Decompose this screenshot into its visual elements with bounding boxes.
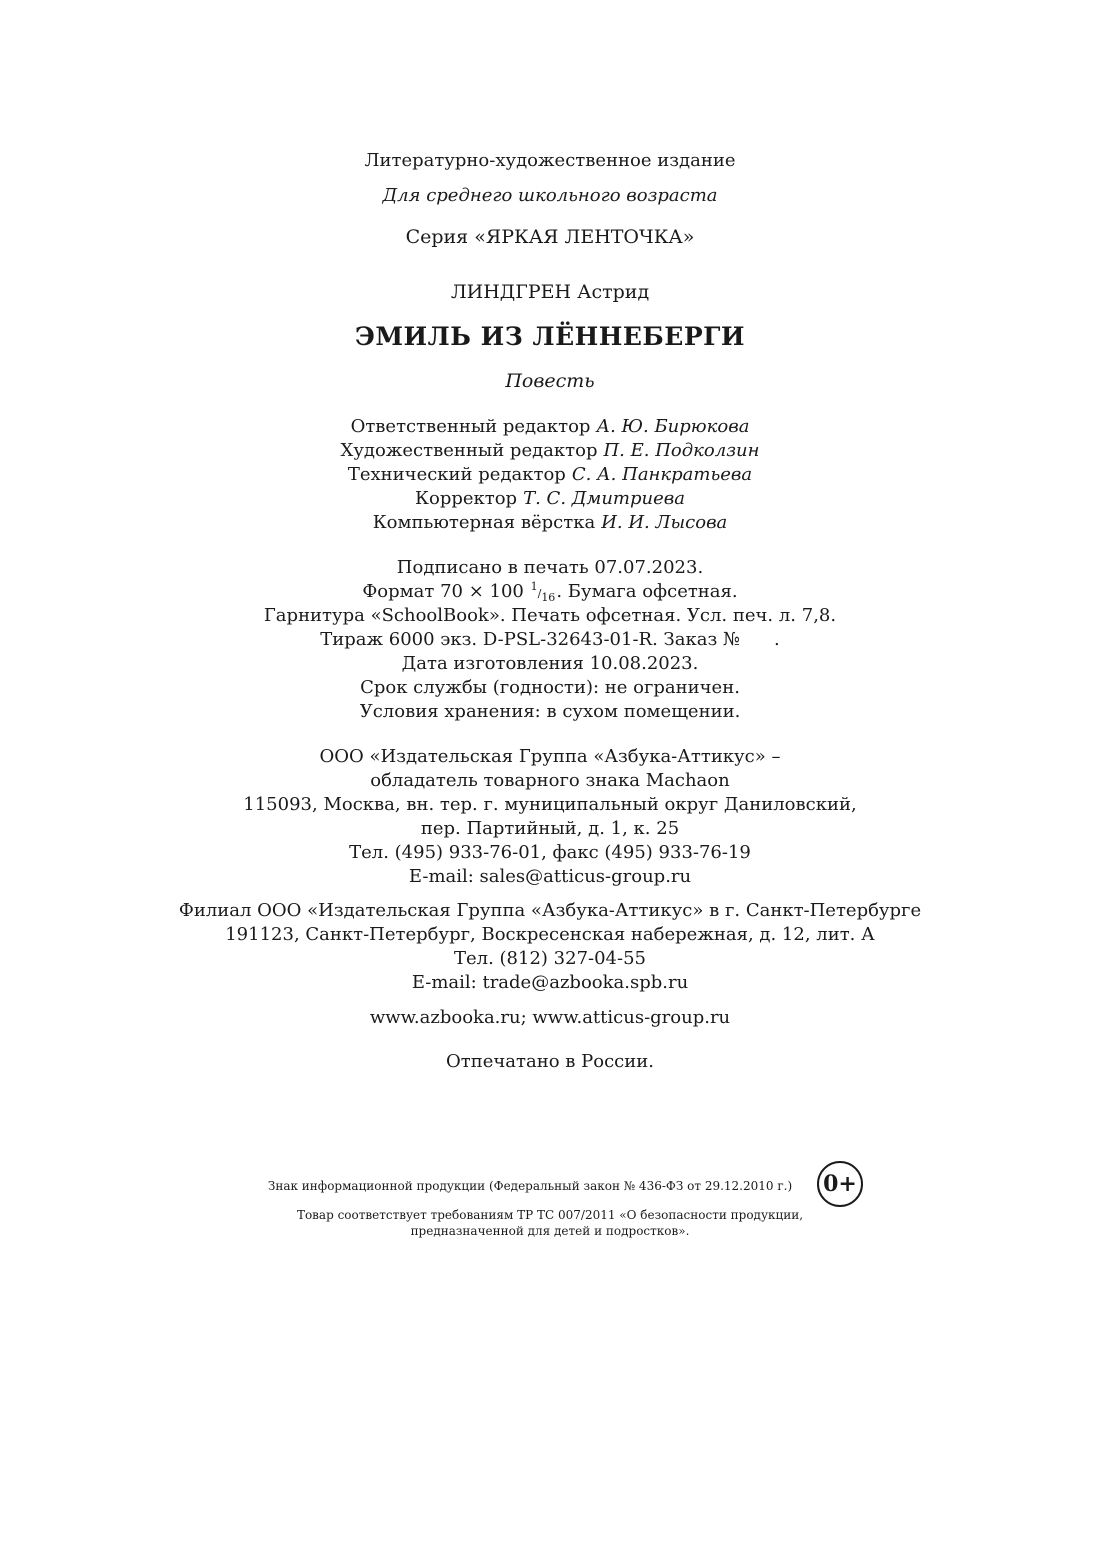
branch-phone: Тел. (812) 327-04-55 [454, 948, 646, 969]
compliance-line-2: предназначенной для детей и подростков». [410, 1224, 690, 1238]
fraction-numerator: 1 [530, 580, 538, 593]
publisher-name: ООО «Издательская Группа «Азбука-Аттикус» – [319, 746, 781, 767]
credit-role: Компьютерная вёрстка [372, 512, 596, 533]
credit-person: П. Е. Подколзин [603, 440, 760, 461]
compliance-line: Товар соответствует требованиям ТР ТС 007/2011 «О безопасности продукции, [296, 1208, 804, 1222]
credit-role: Корректор [415, 488, 518, 509]
branch-email: E-mail: trade@azbooka.spb.ru [411, 972, 689, 993]
series-prefix: Серия [405, 226, 469, 248]
credit-line [0, 511, 1100, 535]
credit-line [0, 487, 1100, 511]
publisher-address: 115093, Москва, вн. тер. г. муниципальный округ Даниловский, [243, 794, 857, 815]
format-fraction: 1/16 [530, 580, 556, 604]
info-product-sign: Знак информационной продукции (Федеральный закон № 436-ФЗ от 29.12.2010 г.) [267, 1179, 793, 1193]
edition-type: Литературно-художественное издание [364, 150, 736, 171]
publisher-phone: Тел. (495) 933-76-01, факс (495) 933-76-19 [349, 842, 751, 863]
storage-conditions: Условия хранения: в сухом помещении. [359, 701, 741, 722]
branch-name: Филиал ООО «Издательская Группа «Азбука-Аттикус» в г. Санкт-Петербурге [178, 900, 922, 921]
credit-role: Художественный редактор [340, 440, 598, 461]
author: ЛИНДГРЕН Астрид [450, 281, 650, 303]
genre: Повесть [505, 370, 595, 392]
publisher-address-2: пер. Партийный, д. 1, к. 25 [420, 818, 680, 839]
audience: Для среднего школьного возраста [382, 185, 718, 206]
credit-person: С. А. Панкратьева [571, 464, 753, 485]
credit-role: Ответственный редактор [350, 416, 591, 437]
credit-person: Т. С. Дмитриева [523, 488, 685, 509]
fraction-denominator: 16 [541, 591, 556, 604]
format-line [0, 580, 1100, 606]
credit-person: И. И. Лысова [601, 512, 728, 533]
age-rating-badge: 0+ [817, 1161, 863, 1207]
run-line [0, 628, 1100, 652]
publisher-trademark: обладатель товарного знака Machaon [370, 770, 730, 791]
series [0, 225, 1100, 249]
branch-address: 191123, Санкт-Петербург, Воскресенская набережная, д. 12, лит. А [225, 924, 875, 945]
manufactured-date: Дата изготовления 10.08.2023. [401, 653, 699, 674]
credit-line [0, 439, 1100, 463]
publisher-email: E-mail: sales@atticus-group.ru [408, 866, 692, 887]
signed-date: Подписано в печать 07.07.2023. [396, 557, 704, 578]
run-end: . [774, 629, 780, 650]
credit-line [0, 463, 1100, 487]
websites: www.azbooka.ru; www.atticus-group.ru [369, 1007, 731, 1028]
credit-line [0, 415, 1100, 439]
credit-person: А. Ю. Бирюкова [596, 416, 750, 437]
shelf-life: Срок службы (годности): не ограничен. [360, 677, 740, 698]
run-text: Тираж 6000 экз. D-PSL-32643-01-R. Заказ № [320, 629, 741, 650]
typeface-line: Гарнитура «SchoolBook». Печать офсетная. Усл. печ. л. 7,8. [263, 605, 837, 626]
credit-role: Технический редактор [347, 464, 566, 485]
format-prefix: Формат 70 × 100 [362, 581, 524, 602]
format-suffix: . Бумага офсетная. [556, 581, 738, 602]
book-title: ЭМИЛЬ ИЗ ЛЁННЕБЕРГИ [354, 322, 746, 351]
series-name: «ЯРКАЯ ЛЕНТОЧКА» [474, 226, 695, 248]
printed-in: Отпечатано в России. [446, 1051, 654, 1072]
